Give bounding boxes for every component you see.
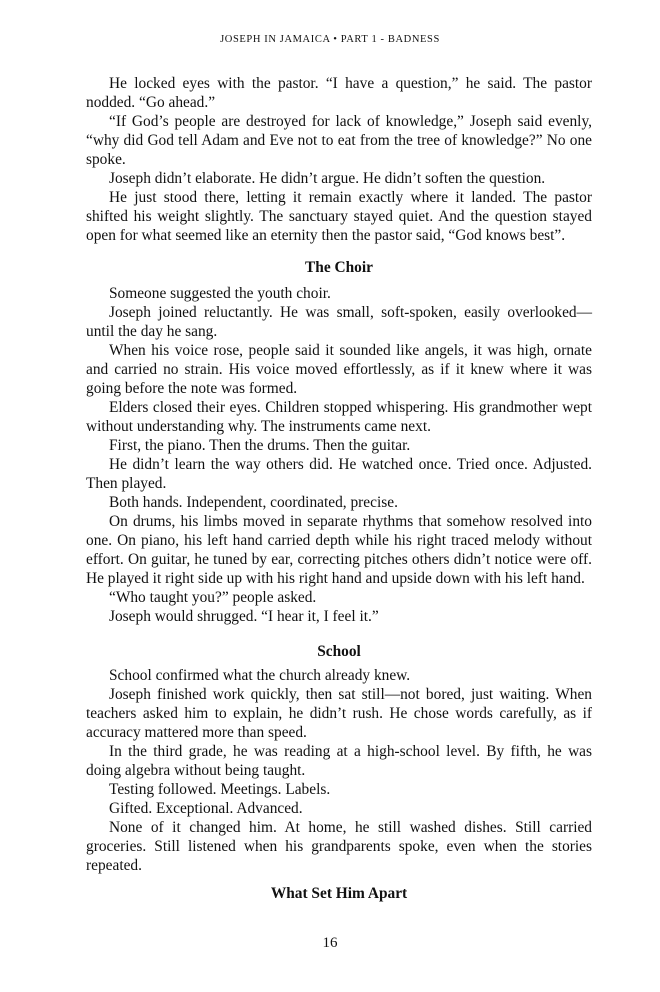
page-number: 16	[322, 935, 338, 951]
paragraph: None of it changed him. At home, he still washed dishes. Still carried groceries. Still listened when his grandparents spoke, even when the stories repeated.	[86, 819, 592, 874]
paragraph: “Who taught you?” people asked.	[109, 589, 317, 606]
paragraph: Gifted. Exceptional. Advanced.	[109, 800, 303, 817]
paragraph: Joseph would shrugged. “I hear it, I feel it.”	[109, 608, 379, 625]
paragraph: First, the piano. Then the drums. Then the guitar.	[109, 437, 411, 454]
paragraph: “If God’s people are destroyed for lack of knowledge,” Joseph said evenly, “why did God tell Adam and Eve not to eat from the tree of knowledge?” No one spoke.	[86, 113, 592, 168]
paragraph: Both hands. Independent, coordinated, precise.	[109, 494, 398, 511]
paragraph: Joseph finished work quickly, then sat still—not bored, just waiting. When teachers asked him to explain, he didn’t rush. He chose words carefully, as if accuracy mattered more than speed.	[86, 686, 592, 741]
paragraph: He locked eyes with the pastor. “I have a question,” he said. The pastor nodded. “Go ahead.”	[86, 75, 592, 111]
intro-section	[86, 74, 592, 245]
paragraph: He just stood there, letting it remain exactly where it landed. The pastor shifted his weight slightly. The sanctuary stayed quiet. And the question stayed open for what seemed like an eternity then the pastor said, “God knows best”.	[86, 189, 592, 244]
paragraph: When his voice rose, people said it sounded like angels, it was high, ornate and carried no strain. His voice moved effortlessly, as if it knew where it was going before the note was formed.	[86, 342, 592, 397]
paragraph: Testing followed. Meetings. Labels.	[109, 781, 331, 798]
section-heading-school: School	[317, 643, 361, 660]
paragraph: Joseph didn’t elaborate. He didn’t argue. He didn’t soften the question.	[109, 170, 546, 187]
paragraph: In the third grade, he was reading at a high-school level. By fifth, he was doing algebra without being taught.	[86, 743, 592, 779]
running-header: JOSEPH IN JAMAICA • PART 1 - BADNESS	[220, 34, 440, 45]
section-heading-what-set-him-apart: What Set Him Apart	[270, 885, 408, 902]
school-section	[86, 666, 592, 875]
paragraph: School confirmed what the church already knew.	[109, 667, 411, 684]
section-heading-choir: The Choir	[305, 259, 373, 276]
choir-section	[86, 284, 592, 626]
paragraph: He didn’t learn the way others did. He watched once. Tried once. Adjusted. Then played.	[86, 456, 592, 492]
paragraph: Someone suggested the youth choir.	[109, 285, 331, 302]
paragraph: On drums, his limbs moved in separate rhythms that somehow resolved into one. On piano, his left hand carried depth while his right traced melody without effort. On guitar, he tuned by ear, correcting pitches others didn’t notice were off. He played it right side up with his right hand and upside down with his left hand.	[86, 513, 592, 587]
paragraph: Joseph joined reluctantly. He was small, soft-spoken, easily overlooked—until the day he sang.	[86, 304, 592, 340]
paragraph: Elders closed their eyes. Children stopped whispering. His grandmother wept without understanding why. The instruments came next.	[86, 399, 592, 435]
